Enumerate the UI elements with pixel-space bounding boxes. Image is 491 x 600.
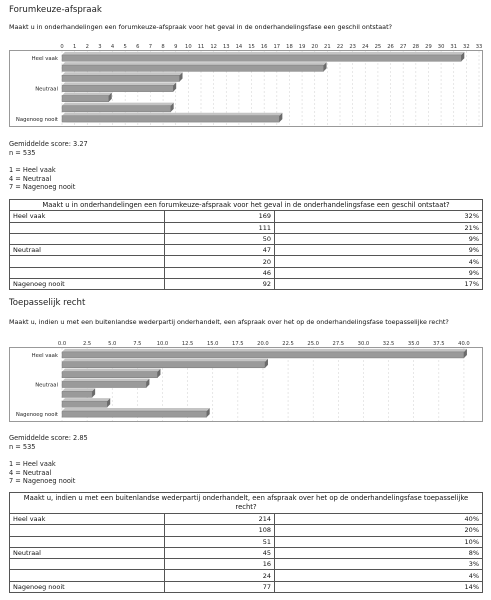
tick-label: 16 bbox=[260, 44, 268, 50]
table-row: 108 20% bbox=[10, 525, 483, 536]
tick-label: 4 bbox=[110, 44, 115, 50]
bar bbox=[62, 62, 327, 71]
tick-label: 17.5 bbox=[232, 341, 244, 347]
table-row: 50 9% bbox=[10, 233, 483, 244]
tick-label: 25.0 bbox=[307, 341, 319, 347]
tick-label: 18 bbox=[286, 44, 293, 50]
table-row: Neutraal 45 8% bbox=[10, 547, 483, 558]
table-row: 20 4% bbox=[10, 256, 483, 267]
section-heading: Forumkeuze-afspraak bbox=[9, 5, 102, 15]
category-label: Nagenoeg nooit bbox=[15, 412, 58, 419]
table-row: 46 9% bbox=[10, 267, 483, 278]
question-text: Maakt u in onderhandelingen een forumkeuze-afspraak voor het geval in de onderhandelingsfase een geschil ontstaat? bbox=[9, 23, 392, 31]
tick-label: 15 bbox=[248, 44, 255, 50]
tick-label: 37.5 bbox=[433, 341, 445, 347]
bar bbox=[62, 359, 268, 368]
bar bbox=[62, 113, 282, 122]
tick-label: 22 bbox=[336, 44, 344, 50]
category-label: Heel vaak bbox=[31, 352, 58, 359]
table-header: Maakt u, indien u met een buitenlandse wederpartij onderhandelt, een afspraak over het op de onderhandelingsfase toepasselijke recht? bbox=[10, 493, 483, 514]
tick-label: 7 bbox=[148, 44, 153, 50]
bar bbox=[62, 92, 112, 101]
tick-label: 0.0 bbox=[57, 341, 67, 347]
bar-chart-toepasselijk-recht bbox=[9, 336, 483, 424]
tick-label: 35.0 bbox=[407, 341, 420, 347]
bar bbox=[62, 378, 149, 387]
scale-legend-line: 7 = Nagenoeg nooit bbox=[9, 477, 76, 485]
tick-label: 20.0 bbox=[257, 341, 269, 347]
stats-block bbox=[9, 434, 88, 451]
table-row: 111 21% bbox=[10, 222, 483, 233]
question-text: Maakt u, indien u met een buitenlandse wederpartij onderhandelt, een afspraak over het op de onderhandelingsfase toepasselijke recht? bbox=[9, 318, 449, 326]
bar bbox=[62, 369, 160, 378]
tick-label: 6 bbox=[136, 44, 140, 50]
tick-label: 20 bbox=[311, 44, 319, 50]
tick-label: 25 bbox=[374, 44, 382, 50]
mean-score: Gemiddelde score: 2.85 bbox=[9, 434, 88, 442]
mean-score: Gemiddelde score: 3.27 bbox=[9, 140, 88, 148]
scale-legend bbox=[9, 460, 75, 486]
tick-label: 28 bbox=[412, 44, 420, 50]
table-row: Nagenoeg nooit 92 17% bbox=[10, 279, 483, 290]
sample-size: n = 535 bbox=[9, 148, 36, 157]
bar bbox=[62, 72, 183, 81]
tick-label: 10.0 bbox=[156, 341, 169, 347]
tick-label: 32 bbox=[463, 44, 470, 50]
tick-label: 23 bbox=[349, 44, 356, 50]
table-row: Heel vaak 214 40% bbox=[10, 514, 483, 525]
tick-label: 27.5 bbox=[332, 341, 345, 347]
tick-label: 3 bbox=[98, 44, 102, 50]
tick-label: 1 bbox=[72, 44, 77, 50]
tick-label: 19 bbox=[298, 44, 306, 50]
tick-label: 10 bbox=[185, 44, 192, 50]
tick-label: 8 bbox=[161, 44, 165, 50]
section-heading: Toepasselijk recht bbox=[9, 298, 86, 308]
tick-label: 0 bbox=[60, 44, 64, 50]
tick-label: 21 bbox=[324, 44, 331, 50]
table-row: 16 3% bbox=[10, 559, 483, 570]
stats-block bbox=[9, 140, 88, 157]
bar bbox=[62, 408, 210, 417]
table-row: Nagenoeg nooit 77 14% bbox=[10, 581, 483, 592]
tick-label: 33 bbox=[475, 44, 483, 50]
tick-label: 32.5 bbox=[382, 341, 395, 347]
table-row: Neutraal 47 9% bbox=[10, 245, 483, 256]
tick-label: 15.0 bbox=[206, 341, 219, 347]
tick-label: 17 bbox=[273, 44, 281, 50]
tick-label: 29 bbox=[425, 44, 432, 50]
scale-legend-line: 1 = Heel vaak bbox=[9, 460, 56, 468]
tick-label: 5.0 bbox=[108, 341, 117, 347]
tick-label: 40.0 bbox=[458, 341, 470, 347]
category-label: Heel vaak bbox=[31, 56, 58, 63]
bar bbox=[62, 52, 464, 61]
table-row: 24 4% bbox=[10, 570, 483, 581]
bar-chart-forumkeuze bbox=[9, 39, 483, 129]
tick-label: 30 bbox=[437, 44, 445, 50]
scale-legend-line: 7 = Nagenoeg nooit bbox=[9, 183, 76, 191]
bar bbox=[62, 398, 110, 407]
bar bbox=[62, 103, 174, 112]
bar bbox=[62, 388, 95, 397]
scale-legend-line: 1 = Heel vaak bbox=[9, 166, 56, 174]
table-row: 51 10% bbox=[10, 536, 483, 547]
tick-label: 5 bbox=[123, 44, 127, 50]
scale-legend bbox=[9, 166, 75, 192]
tick-label: 31 bbox=[450, 44, 458, 50]
sample-size: n = 535 bbox=[9, 442, 36, 451]
category-label: Neutraal bbox=[35, 86, 58, 93]
tick-label: 26 bbox=[387, 44, 394, 50]
tick-label: 9 bbox=[174, 44, 178, 50]
frequency-table bbox=[9, 199, 483, 290]
table-row: Heel vaak 169 32% bbox=[10, 211, 483, 222]
frequency-table bbox=[9, 492, 483, 593]
scale-legend-line: 4 = Neutraal bbox=[9, 174, 52, 183]
bar bbox=[62, 82, 176, 91]
tick-label: 2.5 bbox=[82, 341, 92, 347]
tick-label: 2 bbox=[85, 44, 89, 50]
tick-label: 30.0 bbox=[357, 341, 370, 347]
table-header: Maakt u in onderhandelingen een forumkeuze-afspraak voor het geval in de onderhandelingsfase een geschil ontstaat? bbox=[10, 200, 483, 211]
tick-label: 27 bbox=[399, 44, 407, 50]
bar bbox=[62, 349, 467, 358]
tick-label: 22.5 bbox=[282, 341, 294, 347]
scale-legend-line: 4 = Neutraal bbox=[9, 468, 52, 477]
tick-label: 24 bbox=[361, 44, 369, 50]
tick-label: 12 bbox=[210, 44, 217, 50]
tick-label: 14 bbox=[235, 44, 243, 50]
tick-label: 11 bbox=[197, 44, 205, 50]
tick-label: 7.5 bbox=[133, 341, 142, 347]
tick-label: 12.5 bbox=[181, 341, 194, 347]
category-label: Neutraal bbox=[35, 382, 58, 389]
category-label: Nagenoeg nooit bbox=[15, 116, 58, 123]
tick-label: 13 bbox=[222, 44, 230, 50]
